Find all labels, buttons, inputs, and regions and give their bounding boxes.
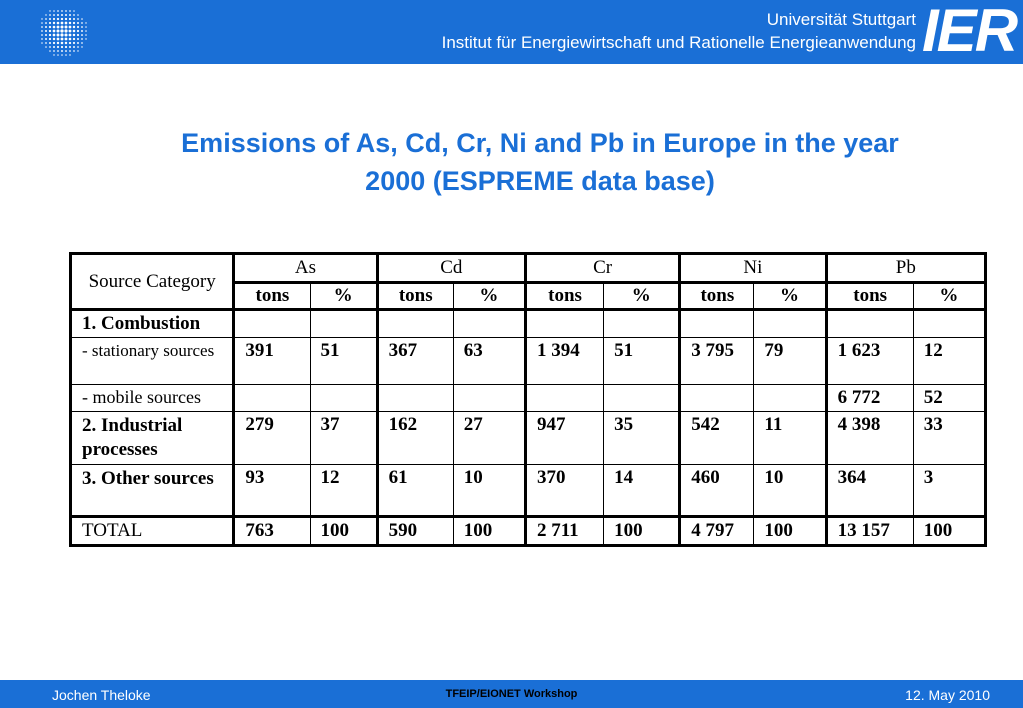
row-label: 3. Other sources (71, 465, 234, 517)
total-row (71, 517, 986, 546)
table-row (71, 412, 986, 465)
table-cell: 367 (377, 338, 453, 385)
table-cell (826, 310, 913, 338)
table-cell: 279 (234, 412, 310, 465)
table-cell (234, 385, 310, 412)
table-cell: 947 (525, 412, 603, 465)
table-cell (754, 385, 826, 412)
slide-title (60, 124, 1020, 200)
footer-date: 12. May 2010 (905, 687, 990, 703)
table-cell: 61 (377, 465, 453, 517)
table-cell (604, 310, 680, 338)
table-cell: 1 394 (525, 338, 603, 385)
metal-header-pb: Pb (826, 254, 985, 283)
table-cell: 100 (913, 517, 985, 546)
row-label: 1. Combustion (71, 310, 234, 338)
table-cell (604, 385, 680, 412)
metal-header-cd: Cd (377, 254, 525, 283)
table-cell: 590 (377, 517, 453, 546)
table-cell (453, 310, 525, 338)
table-cell (525, 385, 603, 412)
unit-pct: % (310, 283, 377, 310)
unit-tons: tons (377, 283, 453, 310)
institute-name: Institut für Energiewirtschaft und Rationelle Energieanwendung (441, 33, 916, 52)
table-cell: 14 (604, 465, 680, 517)
table-cell (310, 385, 377, 412)
table-cell: 100 (310, 517, 377, 546)
table-cell: 10 (754, 465, 826, 517)
table-cell (913, 310, 985, 338)
table-cell: 2 711 (525, 517, 603, 546)
table-cell: 11 (754, 412, 826, 465)
table-cell: 13 157 (826, 517, 913, 546)
table-cell (754, 310, 826, 338)
table-row (71, 385, 986, 412)
row-label: TOTAL (71, 517, 234, 546)
table-cell (680, 310, 754, 338)
table-cell: 370 (525, 465, 603, 517)
header-bar (0, 0, 1023, 64)
table-row (71, 310, 986, 338)
table-cell: 763 (234, 517, 310, 546)
emissions-table (69, 252, 987, 547)
unit-tons: tons (680, 283, 754, 310)
row-label: 2. Industrial processes (71, 412, 234, 465)
table-cell: 27 (453, 412, 525, 465)
table-cell: 162 (377, 412, 453, 465)
source-category-header: Source Category (71, 254, 234, 310)
metal-header-row (71, 254, 986, 283)
unit-tons: tons (234, 283, 310, 310)
table-cell (377, 385, 453, 412)
table-cell: 33 (913, 412, 985, 465)
table-cell (377, 310, 453, 338)
table-cell (453, 385, 525, 412)
table-cell: 51 (310, 338, 377, 385)
table-cell: 100 (453, 517, 525, 546)
footer-event: TFEIP/EIONET Workshop (445, 688, 578, 700)
table-cell: 3 (913, 465, 985, 517)
table-cell (234, 310, 310, 338)
table-cell: 52 (913, 385, 985, 412)
table-cell: 100 (604, 517, 680, 546)
table-cell: 4 797 (680, 517, 754, 546)
unit-pct: % (754, 283, 826, 310)
table-cell (525, 310, 603, 338)
table-cell: 93 (234, 465, 310, 517)
footer-author: Jochen Theloke (52, 687, 151, 703)
unit-pct: % (604, 283, 680, 310)
university-name: Universität Stuttgart (766, 10, 916, 29)
table-cell: 12 (310, 465, 377, 517)
footer-bar (0, 680, 1023, 708)
table-cell (680, 385, 754, 412)
table-cell: 37 (310, 412, 377, 465)
table-cell: 391 (234, 338, 310, 385)
table-cell: 1 623 (826, 338, 913, 385)
table-cell: 6 772 (826, 385, 913, 412)
slide-title-line-2: 2000 (ESPREME data base) (365, 166, 715, 196)
table-cell: 35 (604, 412, 680, 465)
table-cell: 3 795 (680, 338, 754, 385)
table-cell: 100 (754, 517, 826, 546)
table-cell: 364 (826, 465, 913, 517)
table-cell: 63 (453, 338, 525, 385)
metal-header-cr: Cr (525, 254, 679, 283)
table-cell (310, 310, 377, 338)
table-cell: 51 (604, 338, 680, 385)
table-row (71, 338, 986, 385)
metal-header-as: As (234, 254, 377, 283)
table-cell: 79 (754, 338, 826, 385)
table-cell: 4 398 (826, 412, 913, 465)
metal-header-ni: Ni (680, 254, 826, 283)
table-cell: 10 (453, 465, 525, 517)
unit-pct: % (913, 283, 985, 310)
table-cell: 542 (680, 412, 754, 465)
row-label: - stationary sources (71, 338, 234, 385)
table-cell: 12 (913, 338, 985, 385)
unit-tons: tons (826, 283, 913, 310)
unit-tons: tons (525, 283, 603, 310)
ier-logo: IER (922, 0, 1017, 64)
unit-pct: % (453, 283, 525, 310)
table-row (71, 465, 986, 517)
slide-title-line-1: Emissions of As, Cd, Cr, Ni and Pb in Europe in the year (181, 128, 899, 158)
university-logo-icon (36, 5, 90, 59)
row-label: - mobile sources (71, 385, 234, 412)
table-cell: 460 (680, 465, 754, 517)
